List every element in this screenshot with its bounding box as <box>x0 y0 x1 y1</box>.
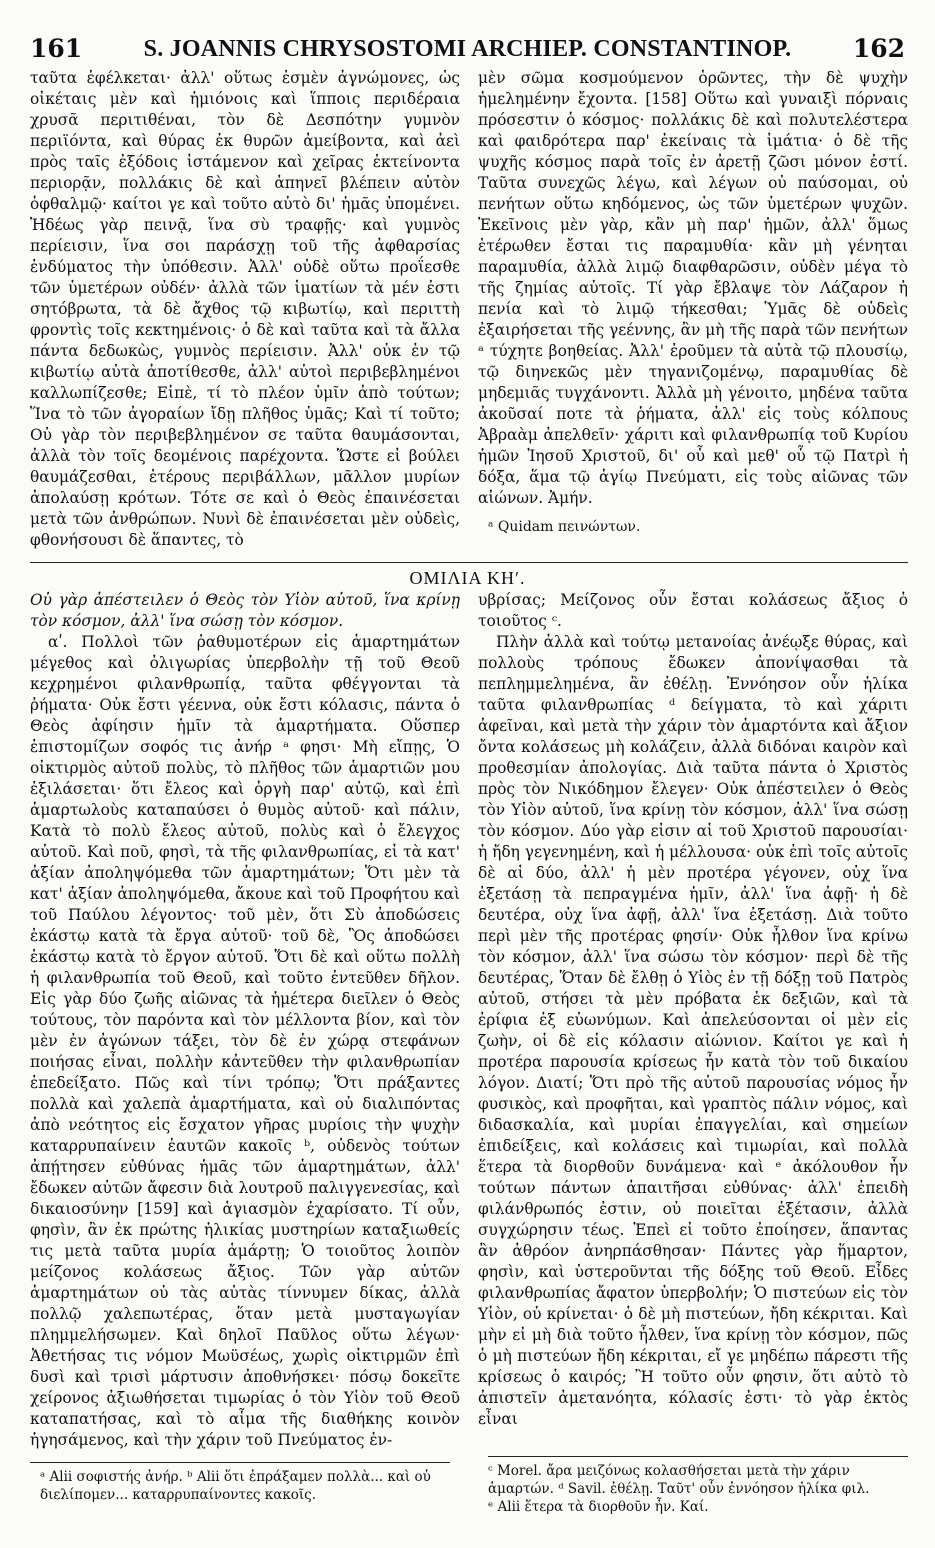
section-divider <box>30 562 908 563</box>
homily-title: Οὐ γὰρ ἀπέστειλεν ὁ Θεὸς τὸν Υἱὸν αὐτοῦ, ἵνα κρίνῃ τὸν κόσμον, ἀλλ' ἵνα σώσῃ τὸν κόσμον. <box>30 591 460 630</box>
footnotes-right <box>488 1462 908 1516</box>
running-title: S. JOANNIS CHRYSOSTOMI ARCHIEP. CONSTANTINOP. <box>143 36 792 62</box>
page-number-right: 162 <box>852 34 905 63</box>
page-number-left: 161 <box>30 34 83 63</box>
bottom-left-column <box>30 590 460 1450</box>
footnotes-left <box>40 1468 460 1504</box>
homily-heading: ΟΜΙΛΙΑ ΚΗʹ. <box>409 568 526 588</box>
running-header <box>30 34 905 64</box>
top-right-column <box>478 68 908 536</box>
top-left-text: ταῦτα ἐφέλκεται· ἀλλ' οὕτως ἐσμὲν ἀγνώμονες, ὡς οἰκέταις μὲν καὶ ἡμιόνοις καὶ ἵπποις περιδέραια χρυσᾶ περιτιθέναι, τὸν δὲ Δεσπότην γυμνὸν περιϊόντα, καὶ θύρας ἐκ θυρῶν ἀμείβοντα, καὶ ἀεὶ πρὸς ταῖς ἐξόδοις ἱστάμενον καὶ χεῖρας ἐκτείνοντα περιορᾷν, πολλάκις δὲ καὶ ἀπηνεῖ βλέπειν αὐτὸν ὀφθαλμῷ· καίτοι γε καὶ τοῦτο αὐτὸ δι' ἡμᾶς ὑπομένει. Ἡδέως γὰρ πεινᾷ, ἵνα σὺ τραφῇς· καὶ γυμνὸς περίεισιν, ἵνα σοι παράσχῃ τοῦ τῆς ἀφθαρσίας ἐνδύματος τὴν ὑπόθεσιν. Ἀλλ' οὐδὲ οὕτω προΐεσθε τῶν ὑμετέρων οὐδέν· ἀλλὰ τῶν ἱματίων τὰ μέν ἐστι σητόβρωτα, τὰ δὲ ἄχθος τῷ κιβωτίῳ, καὶ περιττὴ φροντὶς τοῖς κεκτημένοις· ὁ δὲ καὶ ταῦτα καὶ τὰ ἄλλα πάντα δεδωκὼς, γυμνὸς περίεισιν. Ἀλλ' οὐκ ἐν τῷ κιβωτίῳ αὐτὰ ἀποτίθεσθε, ἀλλ' αὐτοὶ περιβεβλημένοι καλλωπίζεσθε; Εἰπὲ, τί τὸ πλέον ὑμῖν ἀπὸ τούτων; Ἵνα τὸ τῶν ἀγοραίων ἴδῃ πλῆθος ὑμᾶς; Καὶ τί τοῦτο; Οὐ γὰρ τὸν περιβεβλημένον σε ταῦτα θαυμάσονται, ἀλλὰ τὸν τοῖς δεομένοις παρέχοντα. Ὥστε εἰ βούλει θαυμάζεσθαι, ἑτέρους περιβάλλων, μᾶλλον μυρίων ἀπολαύσῃ κρότων. Τότε σε καὶ ὁ Θεὸς ἐπαινέσεται μετὰ τῶν ἀνθρώπων. Νυνὶ δὲ ἐπαινέσεται μὲν οὐδεὶς, φθονήσουσι δὲ ἅπαντες, τὸ <box>30 69 460 549</box>
footnote: ᶜ Morel. ἄρα μειζόνως κολασθήσεται μετὰ τὴν χάριν ἁμαρτών. ᵈ Savil. ἐθέλῃ. Ταῦτ' οὖν ἐννόησον ἡλίκα φιλ. <box>488 1463 870 1497</box>
top-right-footnote: ᵃ Quidam πεινώντων. <box>488 519 641 535</box>
bottom-right-column <box>478 590 908 1450</box>
bottom-right-lead: υβρίσας; Μείζονος οὖν ἔσται κολάσεως ἄξιος ὁ τοιοῦτος ᶜ. <box>478 591 908 630</box>
footnote-rule-left <box>30 1462 450 1463</box>
footnote: ᵉ Alii ἕτερα τὰ διορθοῦν ἦν. Καί. <box>488 1499 709 1515</box>
top-left-column <box>30 68 460 560</box>
footnote: ᵃ Alii σοφιστής ἀνήρ. ᵇ Alii ὅτι ἐπράξαμεν πολλὰ... καὶ οὐ διελίπομεν... καταρρυπαίνοντες κακοῖς. <box>40 1469 431 1503</box>
footnote-rule-right <box>488 1456 908 1457</box>
bottom-right-text: Πλὴν ἀλλὰ καὶ τούτῳ μετανοίας ἀνέῳξε θύρας, καὶ πολλοὺς τρόπους ἔδωκεν ἀπονίψασθαι τὰ πεπλημμελημένα, ἂν ἐθέλῃ. Ἐννόησον οὖν ἡλίκα ταῦτα φιλανθρωπίας ᵈ δείγματα, τὸ καὶ χάριτι ἀφεῖναι, καὶ μετὰ τὴν χάριν τὸν ἁμαρτόντα καὶ ἄξιον ὄντα κολάσεως μὴ κολάζειν, ἀλλὰ διδόναι καιρὸν καὶ προθεσμίαν ἀπολογίας. Διὰ ταῦτα πάντα ὁ Χριστὸς πρὸς τὸν Νικόδημον ἔλεγεν· Οὐκ ἀπέστειλεν ὁ Θεὸς τὸν Υἱὸν αὐτοῦ, ἵνα κρίνῃ τὸν κόσμον, ἀλλ' ἵνα σώσῃ τὸν κόσμον. Δύο γὰρ εἰσιν αἱ τοῦ Χριστοῦ παρουσίαι· ἡ ἤδη γεγενημένη, καὶ ἡ μέλλουσα· οὐκ ἐπὶ τοῖς αὐτοῖς δὲ αἱ δύο, ἀλλ' ἡ μὲν προτέρα γέγονεν, οὐχ ἵνα ἐξετάσῃ τὰ πεπραγμένα ἡμῖν, ἀλλ' ἵνα ἀφῇ· ἡ δὲ δευτέρα, οὐχ ἵνα ἀφῇ, ἀλλ' ἵνα ἐξετάσῃ. Διὰ τοῦτο περὶ μὲν τῆς προτέρας φησίν· Οὐκ ἦλθον ἵνα κρίνω τὸν κόσμον, ἀλλ' ἵνα σώσω τὸν κόσμον· περὶ δὲ τῆς δευτέρας, Ὅταν δὲ ἔλθῃ ὁ Υἱὸς ἐν τῇ δόξῃ τοῦ Πατρὸς αὐτοῦ, στήσει τὰ μὲν πρόβατα ἐκ δεξιῶν, καὶ τὰ ἐρίφια ἐξ εὐωνύμων. Καὶ ἀπελεύσονται οἱ μὲν εἰς ζωὴν, οἱ δὲ εἰς κόλασιν αἰώνιον. Καίτοι γε καὶ ἡ προτέρα παρουσία κρίσεως ἦν κατὰ τὸν τοῦ δικαίου λόγον. Διατί; Ὅτι πρὸ τῆς αὐτοῦ παρουσίας νόμος ἦν φυσικὸς, καὶ προφῆται, καὶ γραπτὸς πάλιν νόμος, καὶ διδασκαλία, καὶ μυρίαι ἐπαγγελίαι, καὶ σημείων ἐπιδείξεις, καὶ κολάσεις καὶ τιμωρίαι, καὶ πολλὰ ἕτερα τὰ διορθοῦν δυνάμενα· καὶ ᵉ ἀκόλουθον ἦν τούτων πάντων ἀπαιτῆσαι εὐθύνας· ἀλλ' ἐπειδὴ φιλάνθρωπός ἐστιν, οὐ ποιεῖται ἐξέτασιν, ἀλλὰ συγχώρησιν τέως. Ἐπεὶ εἰ τοῦτο ἐποίησεν, ἅπαντας ἂν ἀθρόον ἀνηρπάσθησαν· Πάντες γὰρ ἥμαρτον, φησὶν, καὶ ὑστεροῦνται τῆς δόξης τοῦ Θεοῦ. Εἶδες φιλανθρωπίας ἄφατον ὑπερβολήν; Ὁ πιστεύων εἰς τὸν Υἱὸν, οὐ κρίνεται· ὁ δὲ μὴ πιστεύων, ἤδη κέκριται. Καὶ μὴν εἰ μὴ διὰ τοῦτο ἦλθεν, ἵνα κρίνῃ τὸν κόσμον, πῶς ὁ μὴ πιστεύων ἤδη κέκριται, εἴ γε μηδέπω πάρεστι τῆς κρίσεως ὁ καιρός; Ἢ τοῦτο οὖν φησιν, ὅτι αὐτὸ τὸ ἀπιστεῖν ἀμετανόητα, κόλασίς ἐστι· τὸ γὰρ ἐκτὸς εἶναι <box>478 633 908 1428</box>
top-right-text: μὲν σῶμα κοσμούμενον ὁρῶντες, τὴν δὲ ψυχὴν ἠμελημένην ἔχοντα. [158] Οὕτω καὶ γυναιξὶ πόρναις πρόσεστιν ὁ κόσμος· πολλάκις δὲ καὶ πολυτελέστερα καὶ φαιδρότερα παρ' ἐκείναις τὰ ἱμάτια· ὁ δὲ τῆς ψυχῆς κόσμος παρὰ τοῖς ἐν ἀρετῇ ζῶσι μόνον ἐστί. Ταῦτα συνεχῶς λέγω, καὶ λέγων οὐ παύσομαι, οὐ πενήτων οὕτω κηδόμενος, ὡς τῶν ὑμετέρων ψυχῶν. Ἐκεῖνοις μὲν γὰρ, κἂν μὴ παρ' ἡμῶν, ἀλλ' ὅμως ἑτέρωθεν ἔσται τις παραμυθία· κἂν μὴ γένηται παραμυθία, ἀλλὰ λιμῷ διαφθαρῶσιν, οὐδὲν μέγα τὸ τῆς ζημίας αὐτοῖς. Τί γὰρ ἔβλαψε τὸν Λάζαρον ἡ πενία καὶ τὸ λιμῷ τήκεσθαι; Ὑμᾶς δὲ οὐδεὶς ἐξαιρήσεται τῆς γεέννης, ἂν μὴ τῆς παρὰ τῶν πενήτων ᵃ τύχητε βοηθείας. Ἀλλ' ἐρoῦμεν τὰ αὐτὰ τῷ πλουσίῳ, τῷ διηνεκῶς μὲν τηγανιζομένῳ, παραμυθίας δὲ μηδεμιᾶς τυγχάνοντι. Ἀλλὰ μὴ γένοιτο, μηδένα ταῦτα ἀκοῦσαί ποτε τὰ ῥήματα, ἀλλ' εἰς τοὺς κόλπους Ἀβραὰμ ἀπελθεῖν· χάριτι καὶ φιλανθρωπίᾳ τοῦ Κυρίου ἡμῶν Ἰησοῦ Χριστοῦ, δι' οὗ καὶ μεθ' οὗ τῷ Πατρὶ ἡ δόξα, ἅμα τῷ ἁγίῳ Πνεύματι, εἰς τοὺς αἰῶνας τῶν αἰώνων. Ἀμήν. <box>478 69 908 507</box>
bottom-left-text: αʹ. Πολλοὶ τῶν ῥαθυμοτέρων εἰς ἁμαρτημάτων μέγεθος καὶ ὀλιγωρίας ὑπερβολὴν τῇ τοῦ Θεοῦ κεχρημένοι φιλανθρωπίᾳ, ταῦτα φθέγγονται τὰ ῥήματα· Οὐκ ἔστι γέεννα, οὐκ ἔστι κόλασις, πάντα ὁ Θεὸς ἀφίησιν ἡμῖν τὰ ἁμαρτήματα. Οὕσπερ ἐπιστομίζων σοφός τις ἀνήρ ᵃ φησι· Μὴ εἴπῃς, Ὁ οἰκτιρμὸς αὐτοῦ πολὺς, τὸ πλῆθος τῶν ἁμαρτιῶν μου ἐξιλάσεται· ὅτι ἔλεος καὶ ὀργὴ παρ' αὐτῷ, καὶ ἐπὶ ἁμαρτωλοὺς καταπαύσει ὁ θυμὸς αὐτοῦ· καὶ πάλιν, Κατὰ τὸ πολὺ ἔλεος αὐτοῦ, πολὺς καὶ ὁ ἔλεγχος αὐτοῦ. Καὶ ποῦ, φησὶ, τὰ τῆς φιλανθρωπίας, εἰ τὰ κατ' ἀξίαν ἀποληψόμεθα τῶν ἁμαρτημάτων; Ὅτι μὲν τὰ κατ' ἀξίαν ἀποληψόμεθα, ἄκουε καὶ τοῦ Προφήτου καὶ τοῦ Παύλου λέγοντος· τοῦ μὲν, ὅτι Σὺ ἀποδώσεις ἑκάστῳ κατὰ τὰ ἔργα αὐτοῦ· τοῦ δὲ, Ὃς ἀποδώσει ἑκάστῳ κατὰ τὸ ἔργον αὐτοῦ. Ὅτι δὲ καὶ οὕτω πολλὴ ἡ φιλανθρωπία τοῦ Θεοῦ, καὶ τοῦτο ἐντεῦθεν δῆλον. Εἰς γὰρ δύο ζωῆς αἰῶνας τὰ ἡμέτερα διεῖλεν ὁ Θεὸς τούτους, τὸν παρόντα καὶ τὸν μέλλοντα βίον, καὶ τὸν μὲν ἐν ἀγώνων τάξει, τὸν δὲ ἐν χώρᾳ στεφάνων ποιήσας εἶναι, πολλὴν κἀντεῦθεν τὴν φιλανθρωπίαν ἐπεδείξατο. Πῶς καὶ τίνι τρόπῳ; Ὅτι πράξαντες πολλὰ καὶ χαλεπὰ ἁμαρτήματα, καὶ οὐ διαλιπόντας ἀπὸ νεότητος εἰς ἔσχατον γῆρας μυρίοις τὴν ψυχὴν καταρρυπαίνειν ἑαυτῶν κακοῖς ᵇ, οὐδενὸς τούτων ἀπῄτησεν εὐθύνας ἡμᾶς τῶν ἁμαρτημάτων, ἀλλ' ἔδωκεν αὐτῶν ἄφεσιν διὰ λουτροῦ παλιγγενεσίας, καὶ δικαιοσύνην [159] καὶ ἁγιασμὸν ἐχαρίσατο. Τί οὖν, φησὶν, ἂν ἐκ πρώτης ἡλικίας μυστηρίων καταξιωθείς τις μετὰ ταῦτα μυρία ἁμάρτῃ; Ὁ τοιοῦτος λοιπὸν μείζονος κολάσεως ἄξιος. Τῶν γὰρ αὐτῶν ἁμαρτημάτων οὐ τὰς αὐτὰς τίννυμεν δίκας, ἀλλὰ πολλῷ χαλεπωτέρας, ὅταν μετὰ μυσταγωγίαν πλημμελήσωμεν. Καὶ δηλοῖ Παῦλος οὕτω λέγων· Ἀθετήσας τις νόμον Μωϋσέως, χωρὶς οἰκτιρμῶν ἐπὶ δυσὶ καὶ τρισὶ μάρτυσιν ἀποθνήσκει· πόσῳ δοκεῖτε χείρονος ἀξιωθήσεται τιμωρίας ὁ τὸν Υἱὸν τοῦ Θεοῦ καταπατήσας, καὶ τὸ αἷμα τῆς διαθήκης κοινὸν ἡγησάμενος, καὶ τὴν χάριν τοῦ Πνεύματος ἐν- <box>30 633 460 1449</box>
